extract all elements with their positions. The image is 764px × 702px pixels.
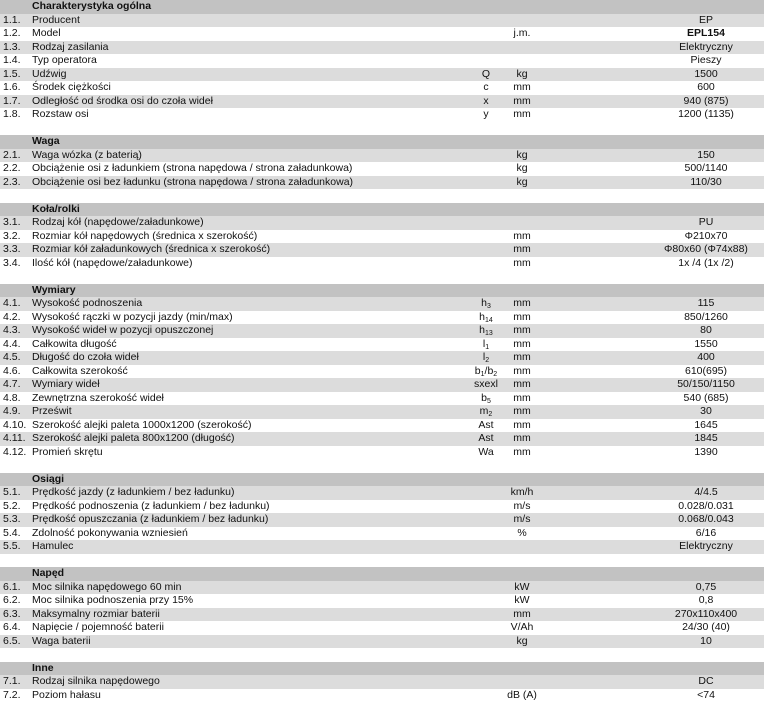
spec-row <box>0 14 764 28</box>
row-value: 30 <box>600 405 764 419</box>
section-title: Wymiary <box>32 284 472 298</box>
row-unit <box>490 540 554 554</box>
spec-row <box>0 419 764 433</box>
row-value: 4/4.5 <box>600 486 764 500</box>
symbol-text: b <box>481 392 487 404</box>
row-value: PU <box>600 216 764 230</box>
row-number: 4.10. <box>3 419 31 433</box>
row-number: 1.2. <box>3 27 31 41</box>
section-gap <box>0 270 764 284</box>
row-label: Szerokość alejki paleta 800x1200 (długość) <box>32 432 472 446</box>
row-number: 1.7. <box>3 95 31 109</box>
symbol-subscript: 13 <box>485 330 493 337</box>
row-number: 4.3. <box>3 324 31 338</box>
spec-row <box>0 351 764 365</box>
spec-row <box>0 41 764 55</box>
row-number: 4.2. <box>3 311 31 325</box>
row-unit: mm <box>490 419 554 433</box>
spec-row <box>0 95 764 109</box>
row-label: Ilość kół (napędowe/załadunkowe) <box>32 257 472 271</box>
symbol-text: x <box>483 95 488 107</box>
row-label: Prędkość podnoszenia (z ładunkiem / bez ładunku) <box>32 500 472 514</box>
row-unit: mm <box>490 95 554 109</box>
symbol-text: Wa <box>478 446 493 458</box>
section-gap <box>0 459 764 473</box>
section-title: Napęd <box>32 567 472 581</box>
row-value: 0,75 <box>600 581 764 595</box>
row-unit: m/s <box>490 500 554 514</box>
row-value: 1200 (1135) <box>600 108 764 122</box>
spec-row <box>0 216 764 230</box>
row-unit: mm <box>490 608 554 622</box>
row-value: 1390 <box>600 446 764 460</box>
row-value: 1500 <box>600 68 764 82</box>
row-label: Całkowita szerokość <box>32 365 472 379</box>
spec-row <box>0 27 764 41</box>
section-gap <box>0 122 764 136</box>
spec-row <box>0 54 764 68</box>
row-number: 2.2. <box>3 162 31 176</box>
spec-row <box>0 176 764 190</box>
row-value: 500/1140 <box>600 162 764 176</box>
symbol-text: y <box>483 108 488 120</box>
row-number: 3.1. <box>3 216 31 230</box>
row-number: 2.1. <box>3 149 31 163</box>
row-number: 6.3. <box>3 608 31 622</box>
row-number: 6.1. <box>3 581 31 595</box>
row-unit: mm <box>490 81 554 95</box>
row-number: 4.1. <box>3 297 31 311</box>
row-label: Środek ciężkości <box>32 81 472 95</box>
row-label: Prześwit <box>32 405 472 419</box>
spec-row <box>0 162 764 176</box>
row-value: Elektryczny <box>600 540 764 554</box>
spec-row <box>0 311 764 325</box>
row-unit: kW <box>490 581 554 595</box>
row-label: Wysokość rączki w pozycji jazdy (min/max) <box>32 311 472 325</box>
row-unit: mm <box>490 297 554 311</box>
row-value: 1x /4 (1x /2) <box>600 257 764 271</box>
row-number: 4.12. <box>3 446 31 460</box>
symbol-text: h <box>479 311 485 323</box>
row-unit: mm <box>490 257 554 271</box>
row-label: Maksymalny rozmiar baterii <box>32 608 472 622</box>
section-header <box>0 473 764 487</box>
row-unit: kg <box>490 68 554 82</box>
spec-row <box>0 608 764 622</box>
spec-row <box>0 230 764 244</box>
row-label: Waga wózka (z baterią) <box>32 149 472 163</box>
row-value: Φ210x70 <box>600 230 764 244</box>
row-number: 7.1. <box>3 675 31 689</box>
symbol-text: h <box>481 297 487 309</box>
section-gap <box>0 648 764 662</box>
spec-row <box>0 594 764 608</box>
row-number: 4.5. <box>3 351 31 365</box>
row-unit: mm <box>490 338 554 352</box>
row-number: 4.4. <box>3 338 31 352</box>
row-value: <74 <box>600 689 764 702</box>
spec-row <box>0 527 764 541</box>
row-unit: mm <box>490 392 554 406</box>
row-unit: mm <box>490 324 554 338</box>
row-label: Rozstaw osi <box>32 108 472 122</box>
row-number: 7.2. <box>3 689 31 702</box>
spec-row <box>0 675 764 689</box>
row-value: 0,8 <box>600 594 764 608</box>
row-label: Moc silnika podnoszenia przy 15% <box>32 594 472 608</box>
row-number: 5.5. <box>3 540 31 554</box>
row-unit: mm <box>490 378 554 392</box>
spec-row <box>0 365 764 379</box>
symbol-subscript: 2 <box>485 357 489 364</box>
row-unit <box>490 54 554 68</box>
row-value: 0.068/0.043 <box>600 513 764 527</box>
symbol-subscript: 5 <box>487 398 491 405</box>
row-label: Napięcie / pojemność baterii <box>32 621 472 635</box>
spec-row <box>0 243 764 257</box>
row-label: Obciążenie osi bez ładunku (strona napędowa / strona załadunkowa) <box>32 176 472 190</box>
row-label: Obciążenie osi z ładunkiem (strona napędowa / strona załadunkowa) <box>32 162 472 176</box>
row-number: 5.4. <box>3 527 31 541</box>
row-unit: kg <box>490 176 554 190</box>
row-label: Wymiary wideł <box>32 378 472 392</box>
row-unit: mm <box>490 446 554 460</box>
row-value: 80 <box>600 324 764 338</box>
row-number: 3.4. <box>3 257 31 271</box>
row-unit <box>490 14 554 28</box>
row-unit: km/h <box>490 486 554 500</box>
row-value: 115 <box>600 297 764 311</box>
row-unit: V/Ah <box>490 621 554 635</box>
row-value: 6/16 <box>600 527 764 541</box>
spec-row <box>0 581 764 595</box>
row-value: Elektryczny <box>600 41 764 55</box>
row-unit <box>490 675 554 689</box>
section-header <box>0 567 764 581</box>
row-number: 6.2. <box>3 594 31 608</box>
row-value: EPL154 <box>600 27 764 41</box>
spec-row <box>0 324 764 338</box>
section-header <box>0 203 764 217</box>
symbol-text: h <box>479 324 485 336</box>
row-unit <box>490 216 554 230</box>
row-number: 4.6. <box>3 365 31 379</box>
row-unit: mm <box>490 405 554 419</box>
spec-row <box>0 108 764 122</box>
row-unit: mm <box>490 108 554 122</box>
spec-row <box>0 405 764 419</box>
row-label: Poziom hałasu <box>32 689 472 702</box>
row-unit: mm <box>490 351 554 365</box>
row-unit: kg <box>490 149 554 163</box>
row-number: 4.9. <box>3 405 31 419</box>
row-unit: mm <box>490 311 554 325</box>
symbol-subscript-2: 2 <box>493 371 497 378</box>
row-number: 5.2. <box>3 500 31 514</box>
row-label: Wysokość podnoszenia <box>32 297 472 311</box>
row-value: 600 <box>600 81 764 95</box>
spec-row <box>0 338 764 352</box>
row-unit: % <box>490 527 554 541</box>
row-unit: m/s <box>490 513 554 527</box>
row-value: 540 (685) <box>600 392 764 406</box>
row-value: 1645 <box>600 419 764 433</box>
row-number: 1.1. <box>3 14 31 28</box>
section-title: Osiągi <box>32 473 472 487</box>
row-number: 1.3. <box>3 41 31 55</box>
row-label: Producent <box>32 14 472 28</box>
row-unit: dB (A) <box>490 689 554 702</box>
row-label: Prędkość opuszczania (z ładunkiem / bez ładunku) <box>32 513 472 527</box>
row-unit: j.m. <box>490 27 554 41</box>
symbol-subscript: 1 <box>485 344 489 351</box>
spec-row <box>0 392 764 406</box>
symbol-subscript: 1 <box>481 371 485 378</box>
symbol-text: Ast <box>478 419 493 431</box>
symbol-text: m <box>480 405 489 417</box>
spec-row <box>0 432 764 446</box>
row-label: Prędkość jazdy (z ładunkiem / bez ładunku) <box>32 486 472 500</box>
row-value: 850/1260 <box>600 311 764 325</box>
symbol-subscript: 14 <box>485 317 493 324</box>
row-label: Typ operatora <box>32 54 472 68</box>
section-header <box>0 135 764 149</box>
row-number: 6.5. <box>3 635 31 649</box>
row-unit: kg <box>490 162 554 176</box>
row-unit: mm <box>490 230 554 244</box>
symbol-subscript: 3 <box>487 303 491 310</box>
spec-row <box>0 540 764 554</box>
row-value: 610(695) <box>600 365 764 379</box>
spec-row <box>0 513 764 527</box>
row-number: 1.6. <box>3 81 31 95</box>
symbol-text: l <box>483 351 485 363</box>
row-number: 3.2. <box>3 230 31 244</box>
spec-row <box>0 297 764 311</box>
row-unit: mm <box>490 365 554 379</box>
spec-row <box>0 68 764 82</box>
row-number: 1.8. <box>3 108 31 122</box>
row-label: Moc silnika napędowego 60 min <box>32 581 472 595</box>
spec-row <box>0 378 764 392</box>
row-label: Całkowita długość <box>32 338 472 352</box>
row-label: Rozmiar kół napędowych (średnica x szerokość) <box>32 230 472 244</box>
row-number: 4.11. <box>3 432 31 446</box>
symbol-text: b <box>475 365 481 377</box>
section-title: Inne <box>32 662 472 676</box>
row-label: Hamulec <box>32 540 472 554</box>
row-label: Zdolność pokonywania wzniesień <box>32 527 472 541</box>
row-label: Rodzaj silnika napędowego <box>32 675 472 689</box>
section-header <box>0 0 764 14</box>
row-value: 270x110x400 <box>600 608 764 622</box>
symbol-text: l <box>483 338 485 350</box>
row-number: 5.3. <box>3 513 31 527</box>
row-value: 1845 <box>600 432 764 446</box>
row-number: 5.1. <box>3 486 31 500</box>
spec-row <box>0 486 764 500</box>
row-value: 10 <box>600 635 764 649</box>
spec-row <box>0 635 764 649</box>
row-value: 24/30 (40) <box>600 621 764 635</box>
symbol-text: Ast <box>478 432 493 444</box>
section-gap <box>0 189 764 203</box>
row-value: 400 <box>600 351 764 365</box>
row-unit: kg <box>490 635 554 649</box>
row-value: 50/150/1150 <box>600 378 764 392</box>
row-value: 1550 <box>600 338 764 352</box>
row-label: Model <box>32 27 472 41</box>
row-label: Udźwig <box>32 68 472 82</box>
row-value: 0.028/0.031 <box>600 500 764 514</box>
row-value: 110/30 <box>600 176 764 190</box>
row-unit: kW <box>490 594 554 608</box>
section-header <box>0 284 764 298</box>
row-value: 150 <box>600 149 764 163</box>
section-header <box>0 662 764 676</box>
section-title: Koła/rolki <box>32 203 472 217</box>
spec-row <box>0 500 764 514</box>
row-label: Rodzaj kół (napędowe/załadunkowe) <box>32 216 472 230</box>
section-title: Waga <box>32 135 472 149</box>
row-label: Odległość od środka osi do czoła wideł <box>32 95 472 109</box>
symbol-text-2: /b <box>485 365 494 377</box>
row-label: Waga baterii <box>32 635 472 649</box>
row-label: Rozmiar kół załadunkowych (średnica x szerokość) <box>32 243 472 257</box>
row-value: EP <box>600 14 764 28</box>
row-value: Φ80x60 (Φ74x88) <box>600 243 764 257</box>
row-number: 6.4. <box>3 621 31 635</box>
row-number: 4.8. <box>3 392 31 406</box>
row-number: 1.5. <box>3 68 31 82</box>
row-label: Szerokość alejki paleta 1000x1200 (szerokość) <box>32 419 472 433</box>
row-value: 940 (875) <box>600 95 764 109</box>
row-label: Rodzaj zasilania <box>32 41 472 55</box>
row-value: Pieszy <box>600 54 764 68</box>
spec-row <box>0 446 764 460</box>
section-gap <box>0 554 764 568</box>
row-number: 3.3. <box>3 243 31 257</box>
spec-row <box>0 149 764 163</box>
row-unit <box>490 41 554 55</box>
row-number: 2.3. <box>3 176 31 190</box>
row-unit: mm <box>490 243 554 257</box>
row-unit: mm <box>490 432 554 446</box>
row-label: Długość do czoła wideł <box>32 351 472 365</box>
row-label: Wysokość wideł w pozycji opuszczonej <box>32 324 472 338</box>
row-label: Zewnętrzna szerokość wideł <box>32 392 472 406</box>
row-value: DC <box>600 675 764 689</box>
spec-row <box>0 81 764 95</box>
spec-row <box>0 621 764 635</box>
symbol-subscript: 2 <box>488 411 492 418</box>
row-number: 4.7. <box>3 378 31 392</box>
symbol-text: c <box>483 81 488 93</box>
section-title: Charakterystyka ogólna <box>32 0 472 14</box>
symbol-text: Q <box>482 68 490 80</box>
symbol-text: sxexl <box>474 378 498 390</box>
spec-row <box>0 257 764 271</box>
row-number: 1.4. <box>3 54 31 68</box>
row-label: Promień skrętu <box>32 446 472 460</box>
